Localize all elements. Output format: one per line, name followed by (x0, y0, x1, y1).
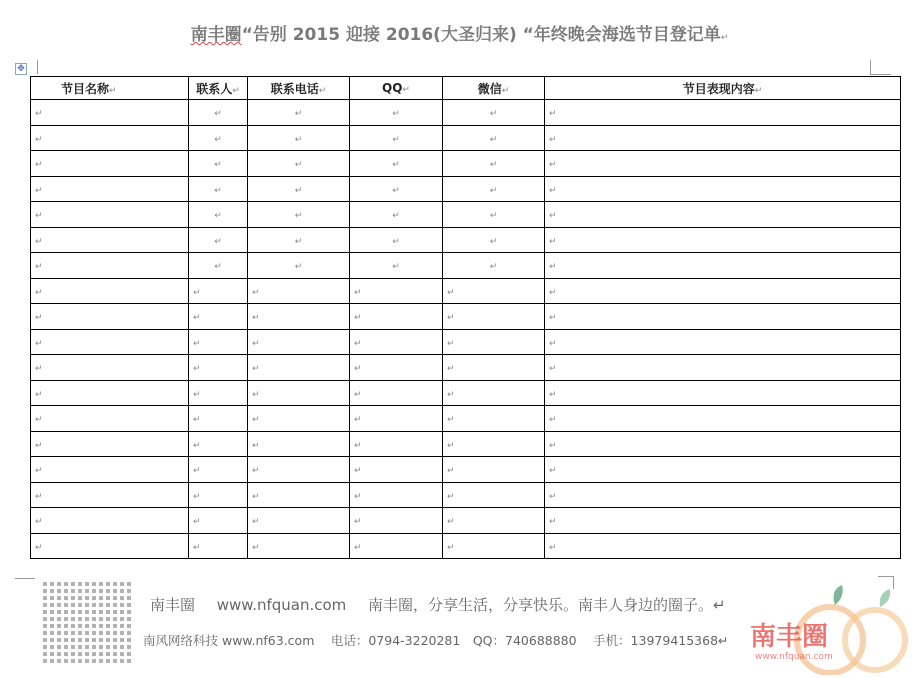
paragraph-mark: ↵ (35, 211, 43, 222)
table-cell[interactable] (31, 508, 189, 534)
table-cell[interactable] (350, 151, 443, 177)
paragraph-mark: ↵ (214, 262, 222, 273)
table-cell[interactable] (189, 482, 248, 508)
paragraph-mark: ↵ (392, 160, 400, 171)
paragraph-mark: ↵ (252, 389, 260, 400)
paragraph-mark: ↵ (392, 262, 400, 273)
table-cell[interactable] (443, 380, 545, 406)
paragraph-mark: ↵ (214, 109, 222, 120)
table-cell[interactable] (248, 482, 350, 508)
paragraph-mark: ↵ (489, 160, 498, 171)
paragraph-mark: ↵ (252, 517, 260, 528)
table-cell[interactable] (31, 253, 189, 279)
table-row (31, 253, 901, 279)
table-cell[interactable] (248, 151, 350, 177)
table-row (31, 202, 901, 228)
table-cell[interactable] (443, 431, 545, 457)
paragraph-mark: ↵ (35, 440, 43, 451)
paragraph-mark: ↵ (489, 236, 498, 247)
table-row (31, 457, 901, 483)
paragraph-mark: ↵ (489, 109, 498, 120)
table-cell[interactable] (248, 457, 350, 483)
table-cell[interactable] (350, 406, 443, 432)
paragraph-mark: ↵ (193, 287, 201, 298)
paragraph-mark: ↵ (489, 185, 498, 196)
paragraph-mark: ↵ (252, 542, 260, 553)
table-cell[interactable] (31, 533, 189, 559)
table-cell[interactable] (248, 431, 350, 457)
paragraph-mark: ↵ (354, 542, 362, 553)
table-cell[interactable] (31, 125, 189, 151)
paragraph-mark: ↵ (214, 236, 222, 247)
table-cell[interactable] (443, 355, 545, 381)
table-cell[interactable] (189, 431, 248, 457)
paragraph-mark: ↵ (447, 364, 455, 375)
paragraph-mark: ↵ (549, 466, 557, 477)
paragraph-mark: ↵ (193, 313, 201, 324)
paragraph-mark: ↵ (354, 491, 362, 502)
paragraph-mark: ↵ (549, 389, 557, 400)
table-row (31, 406, 901, 432)
table-cell[interactable] (545, 355, 901, 381)
paragraph-mark: ↵ (193, 364, 201, 375)
table-cell[interactable] (443, 253, 545, 279)
table-cell[interactable] (189, 533, 248, 559)
table-cell[interactable] (248, 508, 350, 534)
table-cell[interactable] (350, 125, 443, 151)
paragraph-mark: ↵ (549, 491, 557, 502)
paragraph-mark: ↵ (549, 313, 557, 324)
table-cell[interactable] (545, 151, 901, 177)
paragraph-mark: ↵ (35, 313, 43, 324)
paragraph-mark: ↵ (193, 338, 201, 349)
table-row (31, 304, 901, 330)
paragraph-mark: ↵ (447, 491, 455, 502)
table-row (31, 125, 901, 151)
table-cell[interactable] (443, 100, 545, 126)
paragraph-mark: ↵ (447, 440, 455, 451)
table-cell[interactable] (350, 457, 443, 483)
header-qq: QQ↵ (350, 77, 443, 100)
table-cell[interactable] (31, 431, 189, 457)
table-cell[interactable] (189, 406, 248, 432)
header-program-name: 节目名称↵ (31, 77, 189, 100)
table-cell[interactable] (248, 329, 350, 355)
paragraph-mark: ↵ (549, 109, 557, 120)
table-cell[interactable] (31, 482, 189, 508)
header-performance-content: 节目表现内容↵ (545, 77, 901, 100)
paragraph-mark: ↵ (549, 262, 557, 273)
table-cell[interactable] (545, 533, 901, 559)
paragraph-mark: ↵ (252, 466, 260, 477)
paragraph-mark: ↵ (392, 134, 400, 145)
table-cell[interactable] (189, 304, 248, 330)
table-row (31, 355, 901, 381)
paragraph-mark: ↵ (392, 211, 400, 222)
table-move-handle-icon[interactable]: ✥ (15, 63, 27, 75)
table-cell[interactable] (545, 482, 901, 508)
paragraph-mark: ↵ (354, 415, 362, 426)
paragraph-mark: ↵ (193, 389, 201, 400)
paragraph-mark: ↵ (549, 542, 557, 553)
table-row (31, 100, 901, 126)
paragraph-mark: ↵ (392, 109, 400, 120)
table-cell[interactable] (350, 253, 443, 279)
table-cell[interactable] (350, 100, 443, 126)
table-cell[interactable] (31, 100, 189, 126)
paragraph-mark: ↵ (392, 185, 400, 196)
paragraph-mark: ↵ (549, 415, 557, 426)
table-row (31, 482, 901, 508)
document-title: 南丰圈“告别 2015 迎接 2016(大圣归来) “年终晚会海选节目登记单↵ (190, 25, 729, 45)
table-cell[interactable] (443, 125, 545, 151)
table-cell[interactable] (189, 355, 248, 381)
table-cell[interactable] (545, 202, 901, 228)
table-cell[interactable] (545, 406, 901, 432)
table-row (31, 227, 901, 253)
margin-corner (36, 60, 38, 74)
paragraph-mark: ↵ (392, 236, 400, 247)
paragraph-mark: ↵ (294, 160, 303, 171)
paragraph-mark: ↵ (294, 109, 303, 120)
paragraph-mark: ↵ (252, 338, 260, 349)
table-cell[interactable] (189, 329, 248, 355)
table-cell[interactable] (31, 278, 189, 304)
paragraph-mark: ↵ (354, 466, 362, 477)
table-cell[interactable] (248, 533, 350, 559)
paragraph-mark: ↵ (252, 364, 260, 375)
paragraph-mark: ↵ (447, 517, 455, 528)
table-cell[interactable] (31, 151, 189, 177)
paragraph-mark: ↵ (35, 542, 43, 553)
paragraph-mark: ↵ (294, 211, 303, 222)
table-row (31, 533, 901, 559)
table-cell[interactable] (350, 355, 443, 381)
table-cell[interactable] (248, 125, 350, 151)
table-cell[interactable] (350, 431, 443, 457)
margin-corner (870, 60, 891, 75)
table-cell[interactable] (545, 227, 901, 253)
paragraph-mark: ↵ (447, 542, 455, 553)
table-cell[interactable] (189, 125, 248, 151)
paragraph-mark: ↵ (193, 415, 201, 426)
table-cell[interactable] (350, 329, 443, 355)
table-cell[interactable] (31, 329, 189, 355)
paragraph-mark: ↵ (489, 211, 498, 222)
table-cell[interactable] (248, 380, 350, 406)
paragraph-mark: ↵ (549, 338, 557, 349)
table-cell[interactable] (443, 202, 545, 228)
table-cell[interactable] (31, 406, 189, 432)
table-cell[interactable] (189, 457, 248, 483)
footer-slogan: 南丰圈 www.nfquan.com 南丰圈，分享生活，分享快乐。南丰人身边的圈子。↵ (150, 596, 726, 614)
table-cell[interactable] (350, 278, 443, 304)
table-cell[interactable] (545, 125, 901, 151)
paragraph-mark: ↵ (252, 313, 260, 324)
paragraph-mark: ↵ (354, 389, 362, 400)
qr-code-image (43, 580, 132, 666)
table-cell[interactable] (350, 202, 443, 228)
table-cell[interactable] (443, 457, 545, 483)
paragraph-mark: ↵ (549, 287, 557, 298)
header-phone: 联系电话↵ (248, 77, 350, 100)
table-cell[interactable] (350, 482, 443, 508)
table-cell[interactable] (443, 278, 545, 304)
paragraph-mark: ↵ (35, 389, 43, 400)
table-cell[interactable] (443, 329, 545, 355)
paragraph-mark: ↵ (35, 109, 43, 120)
table-cell[interactable] (545, 431, 901, 457)
table-cell[interactable] (248, 202, 350, 228)
paragraph-mark: ↵ (35, 262, 43, 273)
table-cell[interactable] (350, 227, 443, 253)
paragraph-mark: ↵ (549, 236, 557, 247)
table-row (31, 431, 901, 457)
table-cell[interactable] (545, 457, 901, 483)
paragraph-mark: ↵ (35, 338, 43, 349)
table-row (31, 380, 901, 406)
logo-text: 南丰圈 (750, 622, 829, 652)
paragraph-mark: ↵ (214, 211, 222, 222)
table-cell[interactable] (248, 176, 350, 202)
paragraph-mark: ↵ (354, 364, 362, 375)
paragraph-mark: ↵ (35, 185, 43, 196)
paragraph-mark: ↵ (35, 160, 43, 171)
table-cell[interactable] (443, 482, 545, 508)
paragraph-mark: ↵ (354, 517, 362, 528)
table-cell[interactable] (545, 508, 901, 534)
paragraph-mark: ↵ (549, 185, 557, 196)
table-cell[interactable] (31, 304, 189, 330)
paragraph-mark: ↵ (193, 466, 201, 477)
paragraph-mark: ↵ (354, 287, 362, 298)
paragraph-mark: ↵ (214, 134, 222, 145)
table-cell[interactable] (248, 253, 350, 279)
table-cell[interactable] (545, 329, 901, 355)
table-cell[interactable] (350, 176, 443, 202)
paragraph-mark: ↵ (294, 185, 303, 196)
paragraph-mark: ↵ (35, 466, 43, 477)
table-cell[interactable] (443, 304, 545, 330)
paragraph-mark: ↵ (354, 440, 362, 451)
table-row (31, 151, 901, 177)
paragraph-mark: ↵ (35, 415, 43, 426)
table-cell[interactable] (31, 176, 189, 202)
paragraph-mark: ↵ (549, 364, 557, 375)
paragraph-mark: ↵ (35, 364, 43, 375)
table-cell[interactable] (189, 278, 248, 304)
table-cell[interactable] (189, 508, 248, 534)
paragraph-mark: ↵ (447, 466, 455, 477)
table-cell[interactable] (248, 304, 350, 330)
paragraph-mark: ↵ (489, 262, 498, 273)
table-row (31, 278, 901, 304)
paragraph-mark: ↵ (35, 134, 43, 145)
paragraph-mark: ↵ (549, 134, 557, 145)
table-cell[interactable] (545, 278, 901, 304)
table-cell[interactable] (545, 304, 901, 330)
paragraph-mark: ↵ (294, 134, 303, 145)
table-cell[interactable] (350, 508, 443, 534)
logo-url: www.nfquan.com (755, 652, 833, 662)
table-cell[interactable] (189, 380, 248, 406)
paragraph-mark: ↵ (193, 517, 201, 528)
paragraph-mark: ↵ (294, 236, 303, 247)
paragraph-mark: ↵ (354, 338, 362, 349)
table-cell[interactable] (545, 253, 901, 279)
table-cell[interactable] (189, 151, 248, 177)
paragraph-mark: ↵ (193, 440, 201, 451)
paragraph-mark: ↵ (214, 160, 222, 171)
table-cell[interactable] (189, 176, 248, 202)
table-cell[interactable] (31, 457, 189, 483)
paragraph-mark: ↵ (294, 262, 303, 273)
paragraph-mark: ↵ (447, 415, 455, 426)
header-wechat: 微信↵ (443, 77, 545, 100)
paragraph-mark: ↵ (252, 440, 260, 451)
table-cell[interactable] (31, 227, 189, 253)
table-row (31, 508, 901, 534)
table-cell[interactable] (443, 508, 545, 534)
paragraph-mark: ↵ (35, 287, 43, 298)
paragraph-mark: ↵ (489, 134, 498, 145)
table-cell[interactable] (443, 406, 545, 432)
paragraph-mark: ↵ (447, 287, 455, 298)
table-cell[interactable] (350, 533, 443, 559)
table-row (31, 329, 901, 355)
paragraph-mark: ↵ (193, 491, 201, 502)
table-cell[interactable] (31, 202, 189, 228)
table-cell[interactable] (248, 100, 350, 126)
table-cell[interactable] (248, 227, 350, 253)
table-cell[interactable] (545, 176, 901, 202)
paragraph-mark: ↵ (549, 517, 557, 528)
paragraph-mark: ↵ (447, 389, 455, 400)
table-cell[interactable] (189, 227, 248, 253)
paragraph-mark: ↵ (193, 542, 201, 553)
registration-table (30, 76, 901, 559)
table-cell[interactable] (350, 380, 443, 406)
table-cell[interactable] (443, 151, 545, 177)
table-cell[interactable] (189, 100, 248, 126)
paragraph-mark: ↵ (447, 313, 455, 324)
table-header-row (31, 77, 901, 100)
table-cell[interactable] (443, 533, 545, 559)
paragraph-mark: ↵ (35, 491, 43, 502)
paragraph-mark: ↵ (252, 491, 260, 502)
table-cell[interactable] (443, 176, 545, 202)
table-cell[interactable] (443, 227, 545, 253)
paragraph-mark: ↵ (252, 287, 260, 298)
paragraph-mark: ↵ (549, 211, 557, 222)
paragraph-mark: ↵ (214, 185, 222, 196)
table-row (31, 176, 901, 202)
table-cell[interactable] (248, 278, 350, 304)
table-cell[interactable] (350, 304, 443, 330)
paragraph-mark: ↵ (252, 415, 260, 426)
table-cell[interactable] (248, 406, 350, 432)
table-cell[interactable] (189, 253, 248, 279)
table-cell[interactable] (31, 355, 189, 381)
footer-contact: 南风网络科技 www.nf63.com 电话：0794-3220281 QQ：740688880 手机：13979415368↵ (143, 633, 729, 648)
paragraph-mark: ↵ (35, 236, 43, 247)
table-cell[interactable] (189, 202, 248, 228)
paragraph-mark: ↵ (447, 338, 455, 349)
paragraph-mark: ↵ (549, 160, 557, 171)
paragraph-mark: ↵ (354, 313, 362, 324)
paragraph-mark: ↵ (35, 517, 43, 528)
paragraph-mark: ↵ (549, 440, 557, 451)
table-cell[interactable] (545, 380, 901, 406)
table-cell[interactable] (31, 380, 189, 406)
table-cell[interactable] (248, 355, 350, 381)
margin-corner (15, 578, 35, 579)
header-contact: 联系人↵ (189, 77, 248, 100)
table-cell[interactable] (545, 100, 901, 126)
